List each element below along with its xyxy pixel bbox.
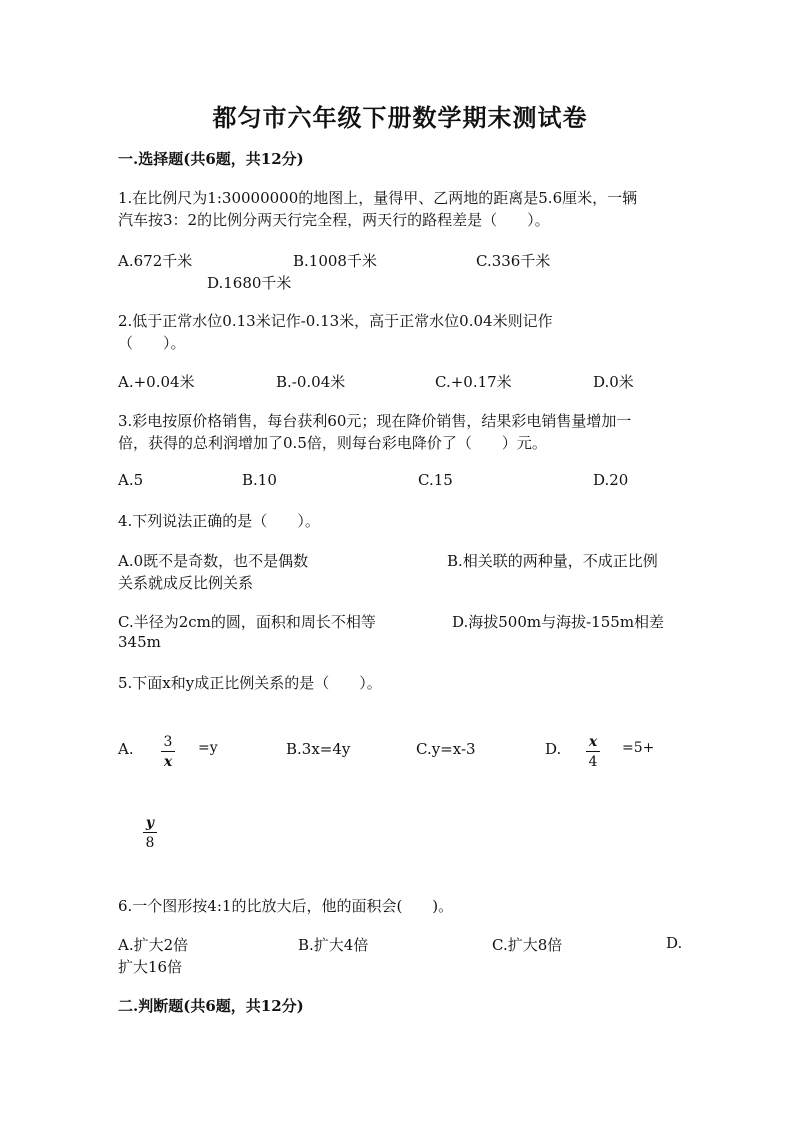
question-6-line-1: 6.一个图形按4:1的比放大后，他的面积会( )。: [118, 897, 454, 915]
question-3-option-b: B.10: [242, 471, 277, 489]
question-3-line-1: 3.彩电按原价格销售，每台获利60元；现在降价销售，结果彩电销售量增加一: [118, 412, 632, 430]
question-4-line-1: 4.下列说法正确的是（ ）。: [118, 512, 320, 530]
question-5-line-1: 5.下面x和y成正比例关系的是（ ）。: [118, 674, 382, 692]
fraction-numerator: x: [588, 734, 598, 750]
question-2-line-1: 2.低于正常水位0.13米记作-0.13米，高于正常水位0.04米则记作: [118, 312, 553, 330]
fraction-denominator: x: [163, 754, 173, 770]
question-5-option-a-tail: =y: [198, 740, 218, 756]
question-6-option-c: C.扩大8倍: [492, 936, 563, 954]
question-6-option-b: B.扩大4倍: [298, 936, 369, 954]
question-1-line-1: 1.在比例尺为1:30000000的地图上，量得甲、乙两地的距离是5.6厘米，一辆: [118, 189, 638, 207]
question-5-option-a-fraction: [158, 734, 178, 770]
question-2-option-c: C.+0.17米: [435, 373, 512, 391]
question-1-option-b: B.1008千米: [293, 252, 377, 270]
question-4-option-b: B.相关联的两种量，不成正比例: [447, 552, 658, 570]
question-4-option-a: A.0既不是奇数，也不是偶数: [118, 552, 309, 570]
question-6-option-a: A.扩大2倍: [118, 936, 189, 954]
section-heading-judgement: 二.判断题(共6题，共12分): [118, 997, 304, 1015]
fraction-numerator: y: [145, 815, 155, 831]
question-3-option-a: A.5: [118, 471, 144, 489]
question-1-option-d: D.1680千米: [207, 274, 292, 292]
fraction-denominator: 4: [588, 754, 598, 770]
question-4-option-d: D.海拔500m与海拔-155m相差: [452, 613, 665, 631]
question-1-option-c: C.336千米: [476, 252, 551, 270]
page-title: 都匀市六年级下册数学期末测试卷: [212, 103, 588, 132]
question-2-option-b: B.-0.04米: [276, 373, 346, 391]
question-5-option-d-fraction-2: [140, 815, 160, 851]
question-1-line-2: 汽车按3：2的比例分两天行完全程，两天行的路程差是（ ）。: [118, 211, 550, 229]
question-4-option-b-continued: 关系就成反比例关系: [118, 574, 254, 592]
question-4-option-d-continued: 345m: [118, 633, 161, 651]
question-5-option-b: B.3x=4y: [286, 740, 351, 758]
question-5-option-a-label: A.: [118, 740, 134, 758]
question-6-option-d: D.: [666, 934, 683, 952]
question-5-option-d-tail: =5+: [622, 740, 655, 756]
question-6-option-d-continued: 扩大16倍: [118, 958, 183, 976]
question-2-option-d: D.0米: [593, 373, 634, 391]
question-3-option-d: D.20: [593, 471, 629, 489]
question-4-option-c: C.半径为2cm的圆，面积和周长不相等: [118, 613, 376, 631]
question-5-option-c: C.y=x-3: [416, 740, 476, 758]
question-2-option-a: A.+0.04米: [118, 373, 195, 391]
fraction-numerator: 3: [163, 734, 173, 750]
question-1-option-a: A.672千米: [118, 252, 193, 270]
section-heading-choice: 一.选择题(共6题，共12分): [118, 150, 304, 168]
question-5-option-d-fraction: [583, 734, 603, 770]
question-5-option-d-label: D.: [545, 740, 562, 758]
question-3-option-c: C.15: [418, 471, 453, 489]
question-2-line-2: （ ）。: [118, 334, 186, 352]
question-3-line-2: 倍，获得的总利润增加了0.5倍，则每台彩电降价了（ ）元。: [118, 434, 547, 452]
fraction-denominator: 8: [145, 835, 155, 851]
